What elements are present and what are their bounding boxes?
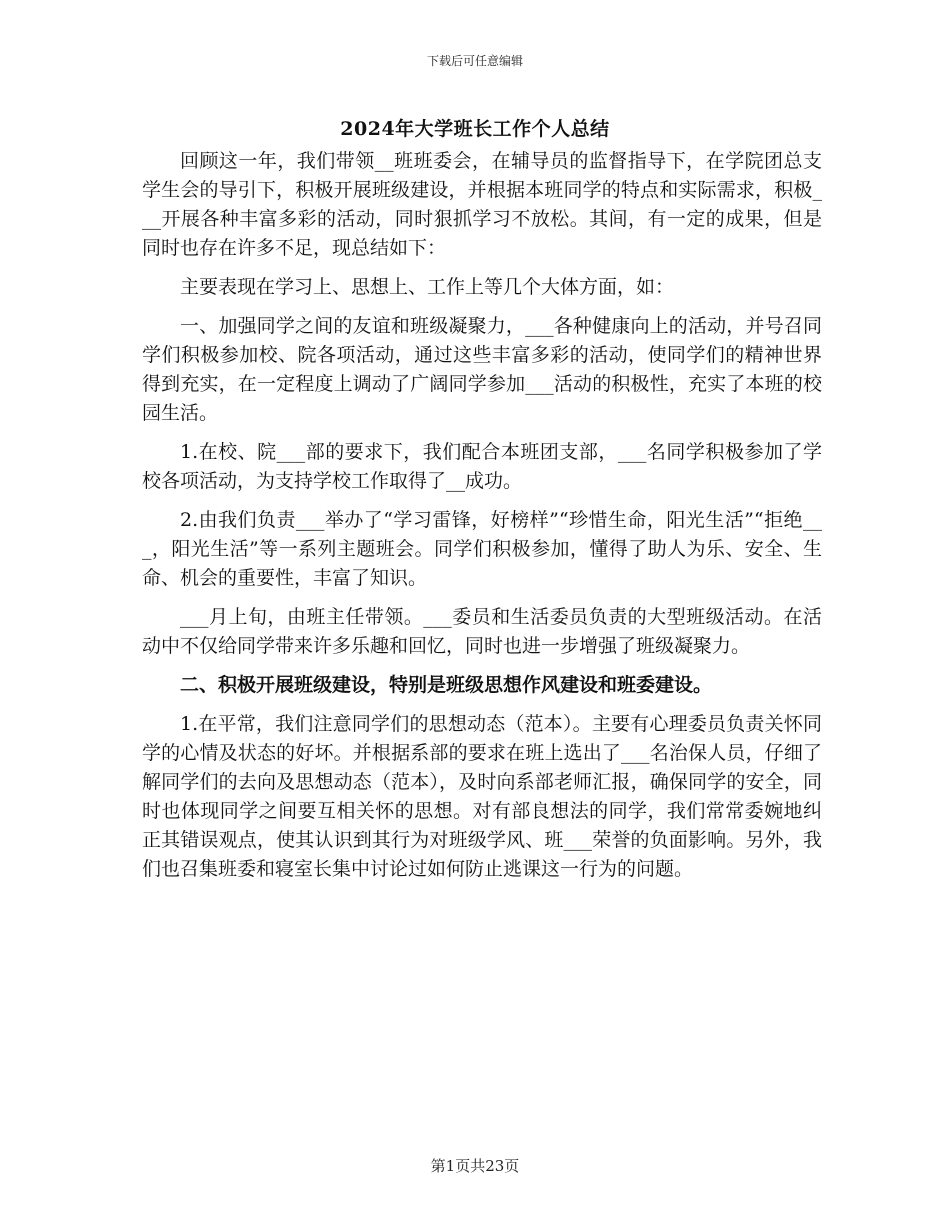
paragraph-activity: ___月上旬，由班主任带领。___委员和生活委员负责的大型班级活动。在活动中不仅给同学带来许多乐趣和回忆，同时也进一步增强了班级凝聚力。 <box>142 606 822 657</box>
page-header: 下载后可任意编辑 <box>426 54 523 68</box>
section-heading-two: 二、积极开展班级建设，特别是班级思想作风建设和班委建设。 <box>180 674 713 696</box>
paragraph-section-two-item-1: 1.在平常，我们注意同学们的思想动态（范本）。主要有心理委员负责关怀同学的心情及状态的好坏。并根据系部的要求在班上选出了___名治保人员，仔细了解同学们的去向及思想动态（范本），及时向系部老师汇报，确保同学的安全，同时也体现同学之间要互相关怀的思想。对有部良想法的同学，我们常常委婉地纠正其错误观点，使其认识到其行为对班级学风、班___荣誉的负面影响。另外，我们也召集班委和寝室长集中讨论过如何防止逃课这一行为的问题。 <box>142 713 822 880</box>
paragraph-item-1: 1.在校、院___部的要求下，我们配合本班团支部，___名同学积极参加了学校各项活动，为支持学校工作取得了__成功。 <box>142 441 822 492</box>
page-footer: 第1页共23页 <box>430 1157 520 1175</box>
paragraph-intro: 回顾这一年，我们带领__班班委会，在辅导员的监督指导下，在学院团总支学生会的导引下，积极开展班级建设，并根据本班同学的特点和实际需求，积极___开展各种丰富多彩的活动，同时狠抓学习不放松。其间，有一定的成果，但是同时也存在许多不足，现总结如下： <box>142 150 822 259</box>
paragraph-item-2: 2.由我们负责___举办了“学习雷锋，好榜样”“珍惜生命，阳光生活”“拒绝___，阳光生活”等一系列主题班会。同学们积极参加，懂得了助人为乐、安全、生命、机会的重要性，丰富了知识。 <box>142 509 822 589</box>
paragraph-overview: 主要表现在学习上、思想上、工作上等几个大体方面，如： <box>180 276 675 298</box>
paragraph-section-one: 一、加强同学之间的友谊和班级凝聚力，___各种健康向上的活动，并号召同学们积极参加校、院各项活动，通过这些丰富多彩的活动，使同学们的精神世界得到充实，在一定程度上调动了广阔同学参加___活动的积极性，充实了本班的校园生活。 <box>142 315 822 424</box>
document-title: 2024年大学班长工作个人总结 <box>340 118 610 140</box>
document-body <box>142 147 822 894</box>
